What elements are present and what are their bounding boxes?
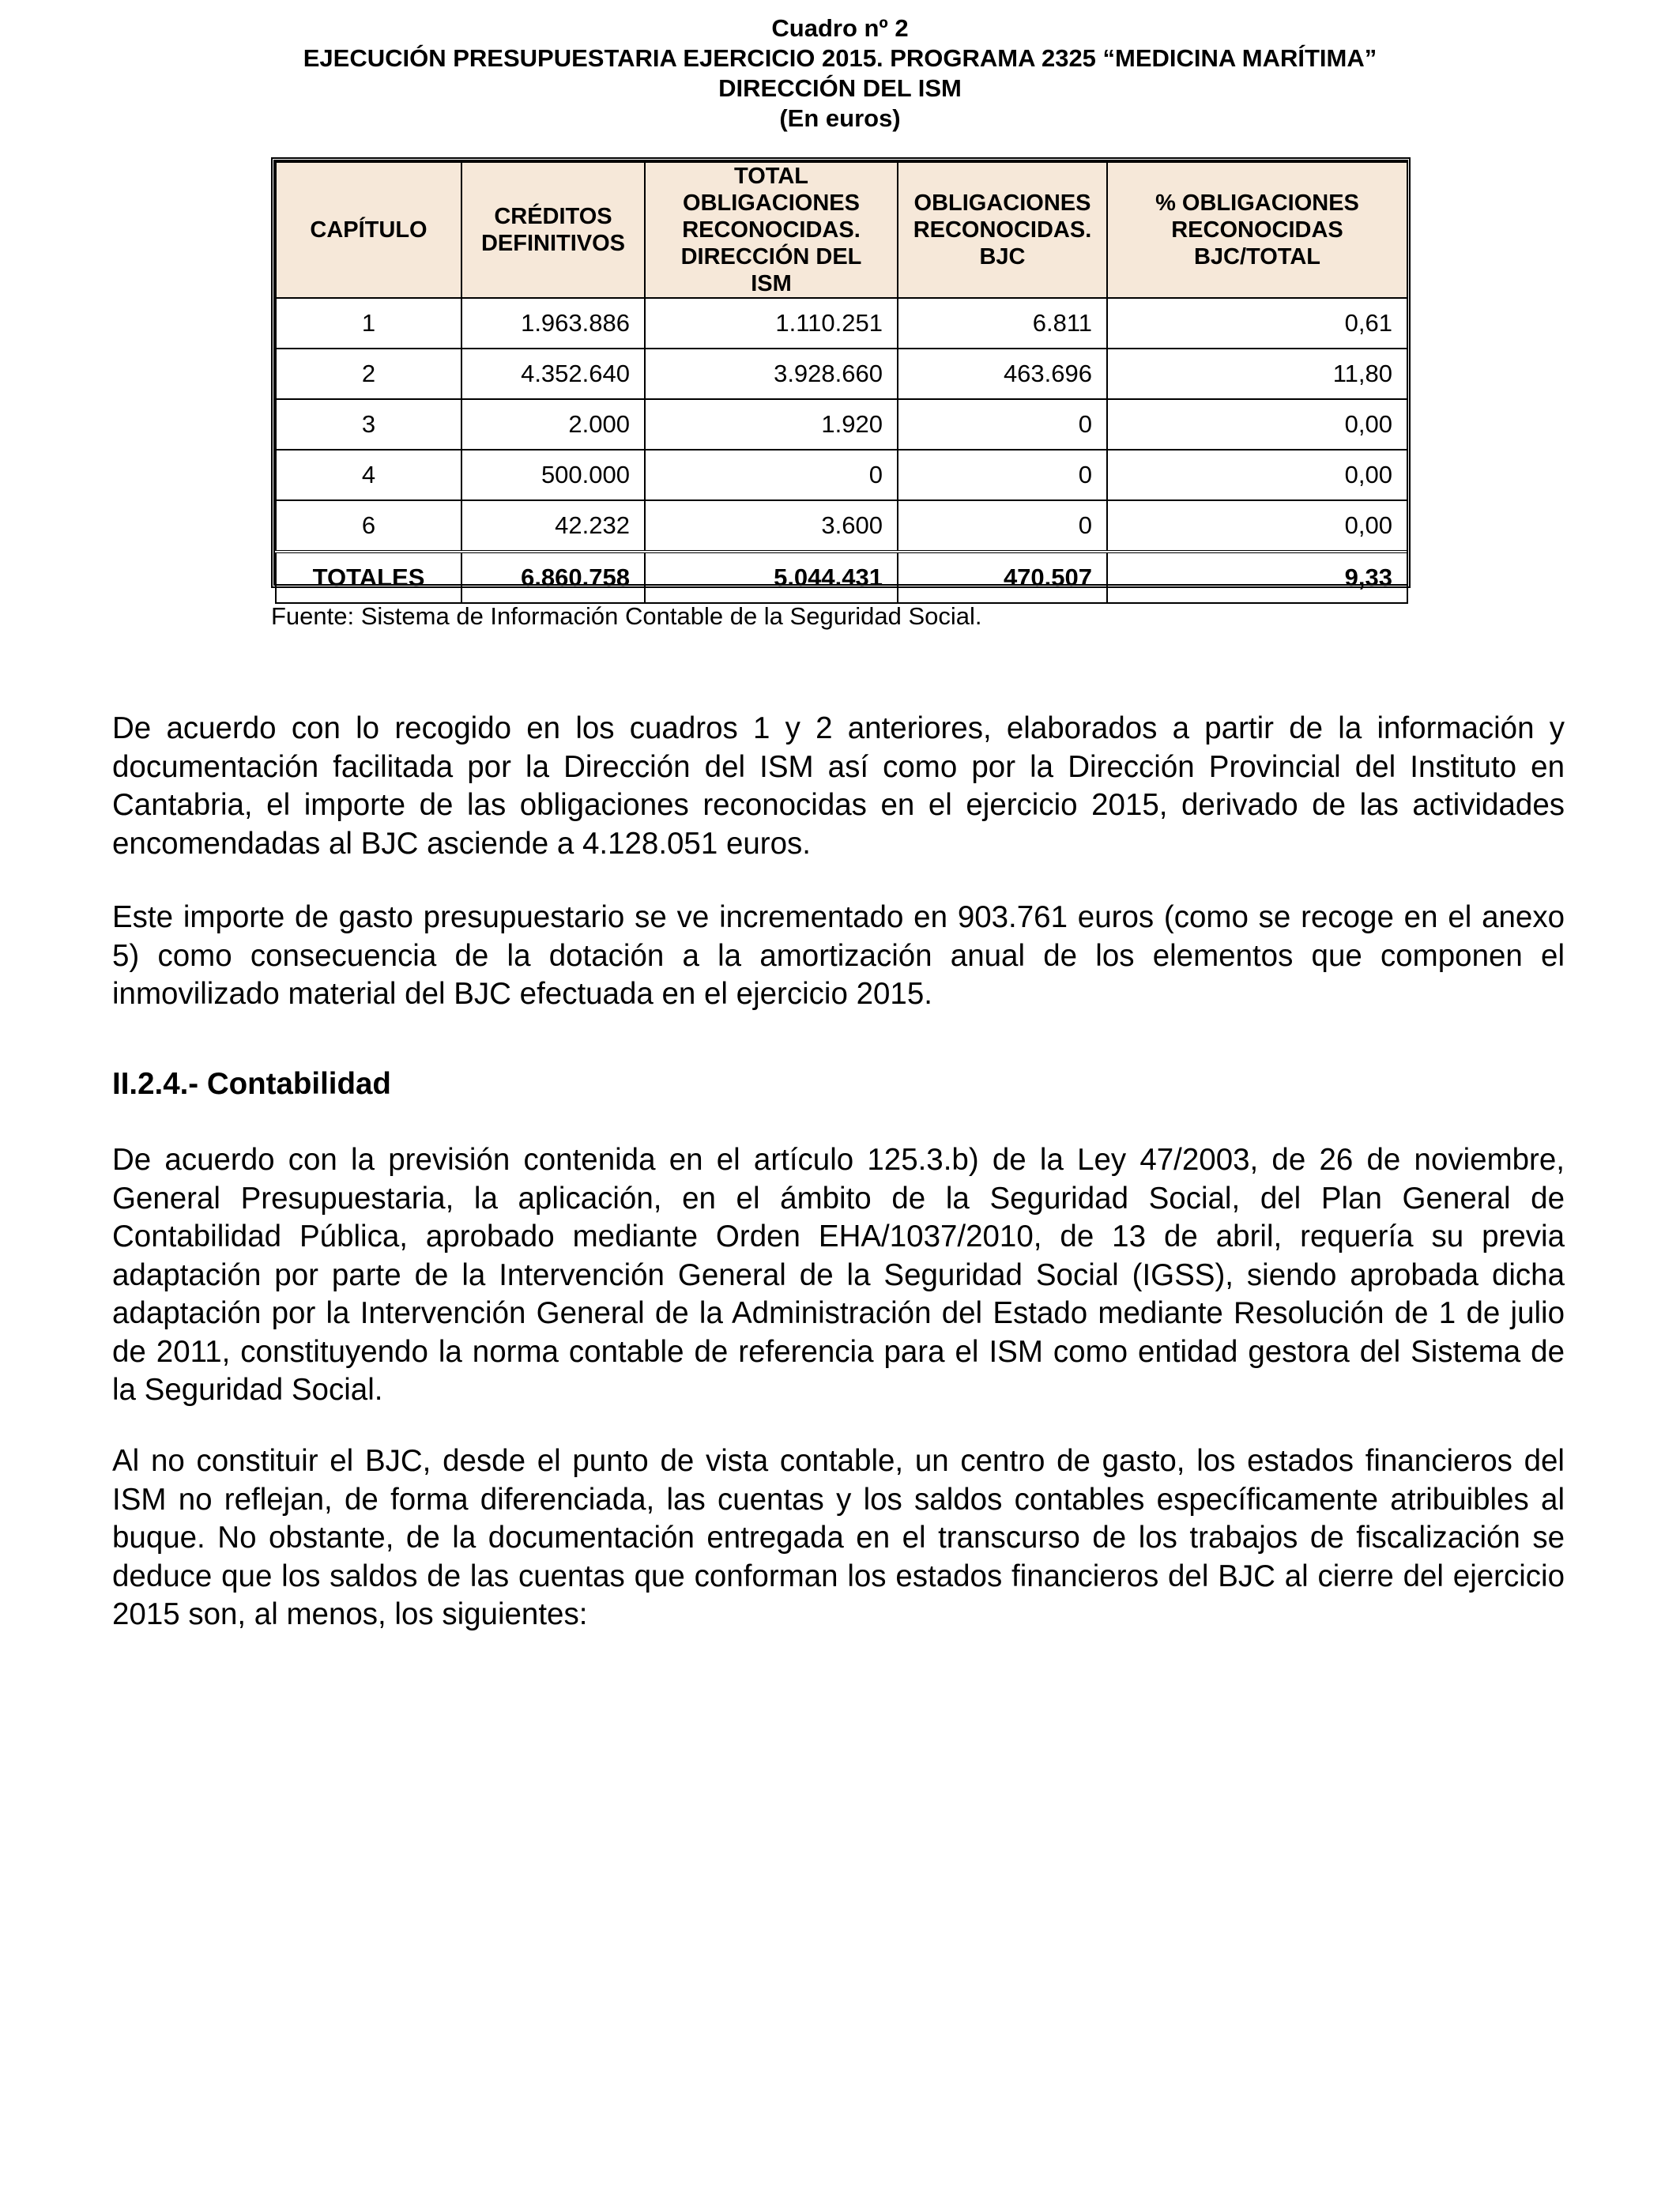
cell-total-bjc: 470.507: [898, 552, 1107, 603]
cell-bjc: 0: [898, 450, 1107, 500]
cell-creditos: 2.000: [461, 399, 645, 450]
cell-porcentaje: 0,61: [1107, 298, 1407, 349]
table-caption-units: (En euros): [779, 104, 901, 132]
paragraph-4: Al no constituir el BJC, desde el punto de vista contable, un centro de gasto, los estados financieros del ISM no reflejan, de forma diferenciada, las cuentas y los saldos contables específicamente atribuibles al buque. No obstante, de la documentación entregada en el transcurso de los trabajos de fiscalización se deduce que los saldos de las cuentas que conforman los estados financieros del BJC al cierre del ejercicio 2015 son, al menos, los siguientes:: [112, 1444, 1565, 1631]
paragraph-2: Este importe de gasto presupuestario se ve incrementado en 903.761 euros (como se recoge en el anexo 5) como consecuencia de la dotación a la amortización anual de los elementos que componen el inmovilizado material del BJC efectuada en el ejercicio 2015.: [112, 900, 1565, 1011]
table-caption-title: EJECUCIÓN PRESUPUESTARIA EJERCICIO 2015. PROGRAMA 2325 “MEDICINA MARÍTIMA”: [303, 44, 1377, 72]
cell-capitulo: 2: [276, 349, 461, 399]
table-total-row: [276, 552, 1407, 603]
paragraph-3: De acuerdo con la previsión contenida en el artículo 125.3.b) de la Ley 47/2003, de 26 de noviembre, General Presupuestaria, la aplicación, en el ámbito de la Seguridad Social, del Plan General de Contabilidad Pública, aprobado mediante Orden EHA/1037/2010, de 13 de abril, requería su previa adaptación por parte de la Intervención General de la Seguridad Social (IGSS), siendo aprobada dicha adaptación por la Intervención General de la Administración del Estado mediante Resolución de 1 de julio de 2011, constituyendo la norma contable de referencia para el ISM como entidad gestora del Sistema de la Seguridad Social.: [112, 1143, 1565, 1407]
cell-porcentaje: 0,00: [1107, 500, 1407, 552]
cell-creditos: 500.000: [461, 450, 645, 500]
table-caption-subtitle: DIRECCIÓN DEL ISM: [718, 74, 962, 102]
header-porcentaje: % OBLIGACIONES RECONOCIDAS BJC/TOTAL: [1107, 162, 1407, 298]
cell-porcentaje: 11,80: [1107, 349, 1407, 399]
cell-bjc: 0: [898, 399, 1107, 450]
cell-capitulo: 6: [276, 500, 461, 552]
table-row: [276, 399, 1407, 450]
cell-bjc: 6.811: [898, 298, 1107, 349]
header-capitulo: CAPÍTULO: [276, 162, 461, 298]
budget-table-frame: [271, 157, 1411, 591]
cell-creditos: 1.963.886: [461, 298, 645, 349]
cell-bjc: 463.696: [898, 349, 1107, 399]
table-header-row: [276, 162, 1407, 298]
cell-total: 1.110.251: [645, 298, 898, 349]
cell-porcentaje: 0,00: [1107, 399, 1407, 450]
cell-creditos: 4.352.640: [461, 349, 645, 399]
header-creditos: CRÉDITOS DEFINITIVOS: [461, 162, 645, 298]
cell-total-obligaciones: 5.044.431: [645, 552, 898, 603]
table-row: [276, 450, 1407, 500]
cell-totales-label: TOTALES: [276, 552, 461, 603]
cell-total: 1.920: [645, 399, 898, 450]
cell-total: 0: [645, 450, 898, 500]
paragraph-1: De acuerdo con lo recogido en los cuadros 1 y 2 anteriores, elaborados a partir de la información y documentación facilitada por la Dirección del ISM así como por la Dirección Provincial del Instituto en Cantabria, el importe de las obligaciones reconocidas en el ejercicio 2015, derivado de las actividades encomendadas al BJC asciende a 4.128.051 euros.: [112, 711, 1565, 861]
cell-total-creditos: 6.860.758: [461, 552, 645, 603]
cell-capitulo: 3: [276, 399, 461, 450]
table-caption-number: Cuadro nº 2: [771, 14, 909, 42]
cell-total: 3.928.660: [645, 349, 898, 399]
section-heading: II.2.4.- Contabilidad: [112, 1067, 391, 1101]
cell-total-porcentaje: 9,33: [1107, 552, 1407, 603]
cell-total: 3.600: [645, 500, 898, 552]
cell-creditos: 42.232: [461, 500, 645, 552]
table-source-note: Fuente: Sistema de Información Contable de la Seguridad Social.: [271, 602, 982, 630]
header-obligaciones-bjc: OBLIGACIONES RECONOCIDAS. BJC: [898, 162, 1107, 298]
cell-capitulo: 4: [276, 450, 461, 500]
table-row: [276, 298, 1407, 349]
table-row: [276, 500, 1407, 552]
table-row: [276, 349, 1407, 399]
cell-capitulo: 1: [276, 298, 461, 349]
header-total-obligaciones: TOTAL OBLIGACIONES RECONOCIDAS. DIRECCIÓN DEL ISM: [645, 162, 898, 298]
budget-table: [275, 161, 1408, 604]
cell-porcentaje: 0,00: [1107, 450, 1407, 500]
cell-bjc: 0: [898, 500, 1107, 552]
